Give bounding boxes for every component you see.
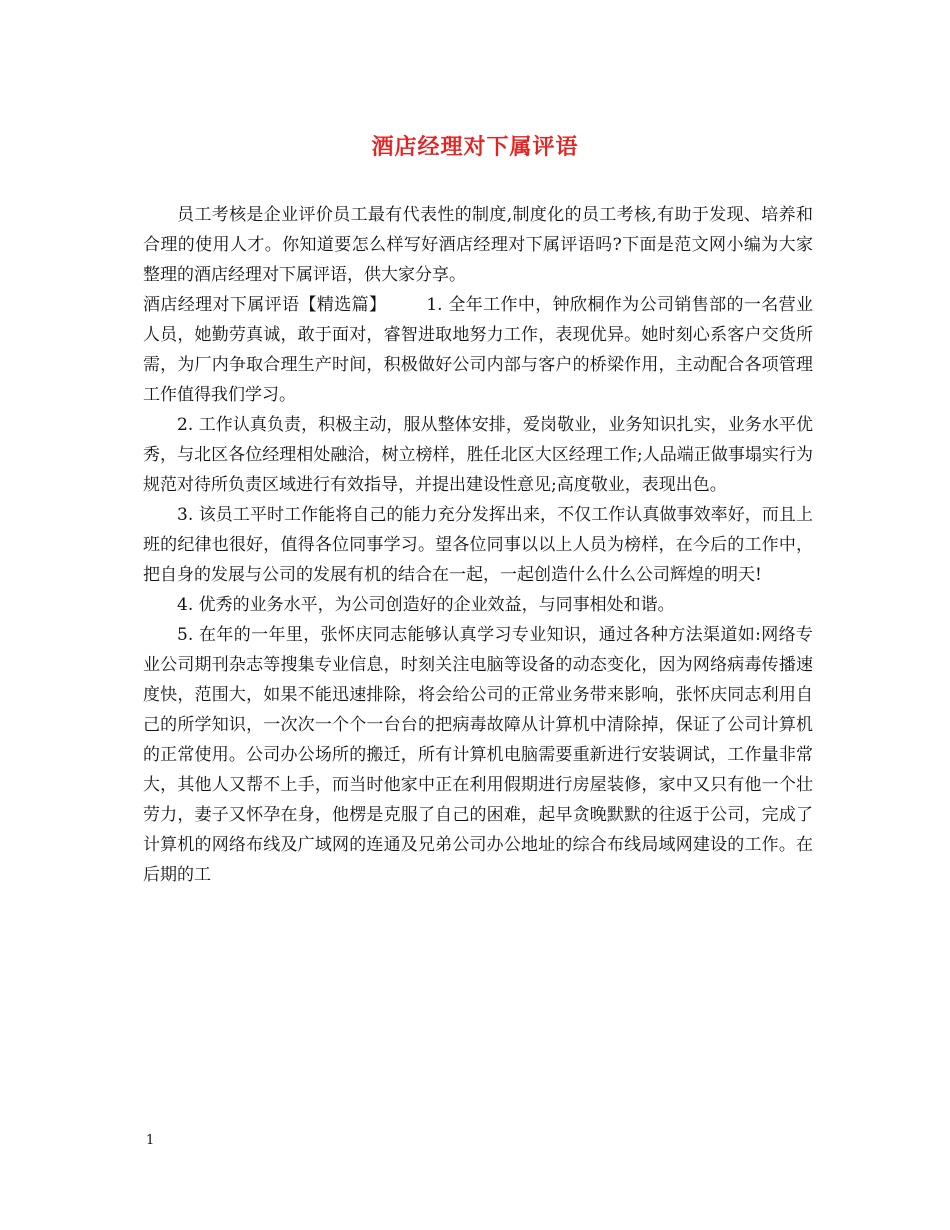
item-5-paragraph: 5. 在年的一年里，张怀庆同志能够认真学习专业知识，通过各种方法渠道如:网络专业公司期刊杂志等搜集专业信息，时刻关注电脑等设备的动态变化，因为网络病毒传播速度快，范围大，如果不能迅速排除，将会给公司的正常业务带来影响，张怀庆同志利用自己的所学知识，一次次一个个一台台的把病毒故障从计算机中清除掉，保证了公司计算机的正常使用。公司办公场所的搬迁，所有计算机电脑需要重新进行安装调试，工作量非常大，其他人又帮不上手，而当时他家中正在利用假期进行房屋装修，家中又只有他一个壮劳力，妻子又怀孕在身，他楞是克服了自己的困难，起早贪晚默默的往返于公司，完成了计算机的网络布线及广域网的连通及兄弟公司办公地址的综合布线局域网建设的工作。在后期的工 [143, 625, 813, 885]
section-heading: 酒店经理对下属评语【精选篇】 [143, 295, 387, 315]
intro-paragraph: 员工考核是企业评价员工最有代表性的制度,制度化的员工考核,有助于发现、培养和合理的使用人才。你知道要怎么样写好酒店经理对下属评语吗?下面是范文网小编为大家整理的酒店经理对下属评语，供大家分享。 [143, 205, 813, 285]
item-2-paragraph: 2. 工作认真负责，积极主动，服从整体安排，爱岗敬业，业务知识扎实，业务水平优秀，与北区各位经理相处融洽，树立榜样，胜任北区大区经理工作;人品端正做事塌实行为规范对待所负责区域进行有效指导，并提出建设性意见;高度敬业，表现出色。 [143, 415, 813, 495]
document-body [143, 200, 813, 890]
item-3-paragraph: 3. 该员工平时工作能将自己的能力充分发挥出来，不仅工作认真做事效率好，而且上班的纪律也很好，值得各位同事学习。望各位同事以以上人员为榜样，在今后的工作中，把自身的发展与公司的发展有机的结合在一起，一起创造什么什么公司辉煌的明天! [143, 505, 813, 585]
section-paragraph [143, 290, 813, 410]
item-1-text: 1. 全年工作中，钟欣桐作为公司销售部的一名营业人员，她勤劳真诚，敢于面对，睿智进取地努力工作，表现优异。她时刻心系客户交货所需，为厂内争取合理生产时间，积极做好公司内部与客户的桥梁作用，主动配合各项管理工作值得我们学习。 [143, 295, 814, 405]
page-number: 1 [146, 1133, 155, 1148]
item-4-paragraph: 4. 优秀的业务水平，为公司创造好的企业效益，与同事相处和谐。 [177, 595, 675, 615]
document-title: 酒店经理对下属评语 [371, 134, 579, 160]
